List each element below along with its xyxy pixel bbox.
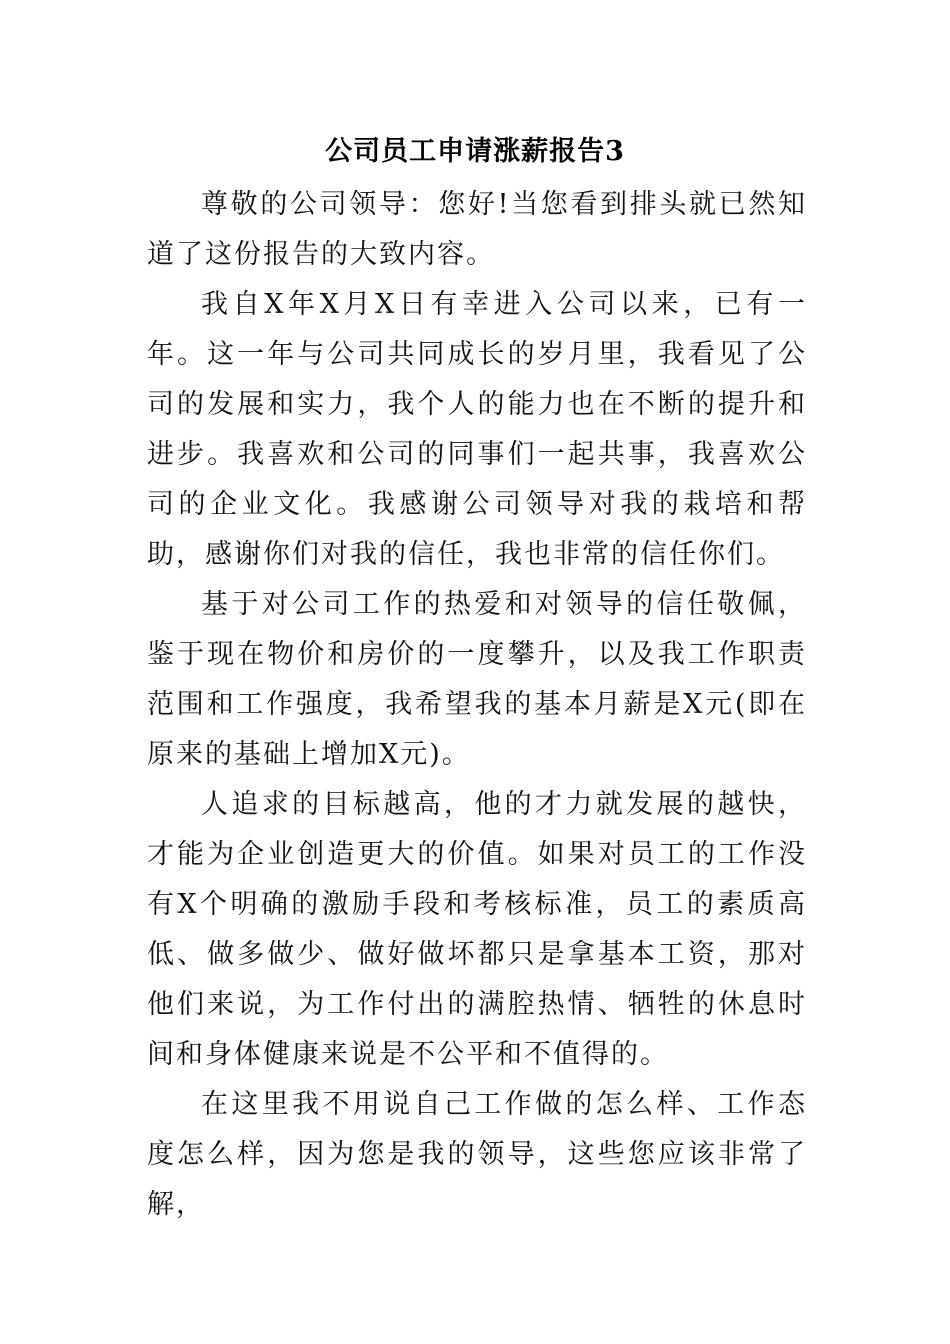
paragraph-closing: 在这里我不用说自己工作做的怎么样、工作态度怎么样，因为您是我的领导，这些您应该非常了解，	[147, 1089, 807, 1220]
paragraph-salary-request: 基于对公司工作的热爱和对领导的信任敬佩，鉴于现在物价和房价的一度攀升，以及我工作职责范围和工作强度，我希望我的基本月薪是X元(即在原来的基础上增加X元)。	[147, 589, 807, 770]
document-body	[147, 180, 807, 1230]
paragraph-tenure: 我自X年X月X日有幸进入公司以来，已有一年。这一年与公司共同成长的岁月里，我看见了公司的发展和实力，我个人的能力也在不断的提升和进步。我喜欢和公司的同事们一起共事，我喜欢公司的企业文化。我感谢公司领导对我的栽培和帮助，感谢你们对我的信任，我也非常的信任你们。	[147, 289, 807, 570]
document-title: 公司员工申请涨薪报告3	[325, 136, 625, 167]
paragraph-motivation: 人追求的目标越高，他的才力就发展的越快，才能为企业创造更大的价值。如果对员工的工作没有X个明确的激励手段和考核标准，员工的素质高低、做多做少、做好做坏都只是拿基本工资，那对他们来说，为工作付出的满腔热情、牺牲的休息时间和身体健康来说是不公平和不值得的。	[147, 789, 807, 1070]
paragraph-greeting: 尊敬的公司领导：您好!当您看到排头就已然知道了这份报告的大致内容。	[147, 189, 807, 270]
